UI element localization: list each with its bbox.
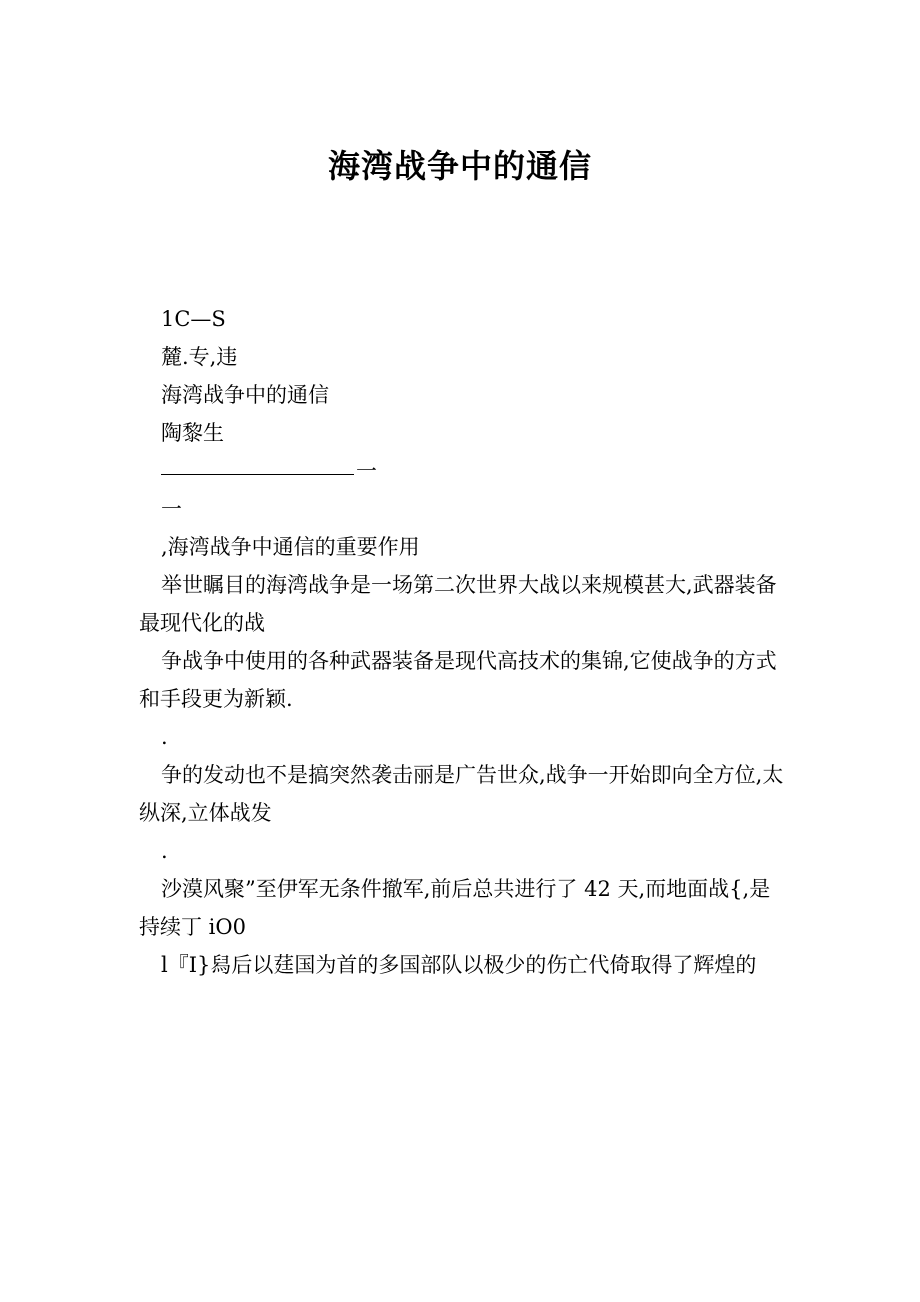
separator-tail: 一	[356, 459, 377, 483]
article-heading: 海湾战争中的通信	[161, 383, 329, 407]
separator-line	[139, 452, 791, 490]
document-body	[139, 300, 791, 984]
section-number: 一	[161, 497, 182, 521]
line-code: 1C—S	[161, 307, 226, 331]
stray-mark: .	[161, 725, 168, 749]
paragraph: l『I}舄后以莛国为首的多国部队以极少的伤亡代倚取得了辉煌的	[161, 953, 757, 977]
paragraph: 争的发动也不是搞突然袭击丽是广告世众,战争一开始即向全方位,太纵深,立体战发	[139, 763, 784, 825]
paragraph: 沙漠风聚”至伊军无条件撤军,前后总共进行了 42 天,而地面战{,是持续丁 iO0	[139, 877, 771, 939]
document-title: 海湾战争中的通信	[327, 147, 592, 185]
horizontal-rule	[161, 452, 354, 475]
paragraph: 举世瞩目的海湾战争是一场第二次世界大战以来规模甚大,武器装备最现代化的战	[139, 573, 777, 635]
section-heading: ,海湾战争中通信的重要作用	[161, 535, 420, 559]
stray-mark: .	[161, 839, 168, 863]
paragraph: 争战争中使用的各种武器装备是现代高技术的集锦,它使战争的方式和手段更为新颖.	[139, 649, 777, 711]
line-column-tag: 麓.专,违	[161, 345, 238, 369]
author-name: 陶黎生	[161, 421, 224, 445]
